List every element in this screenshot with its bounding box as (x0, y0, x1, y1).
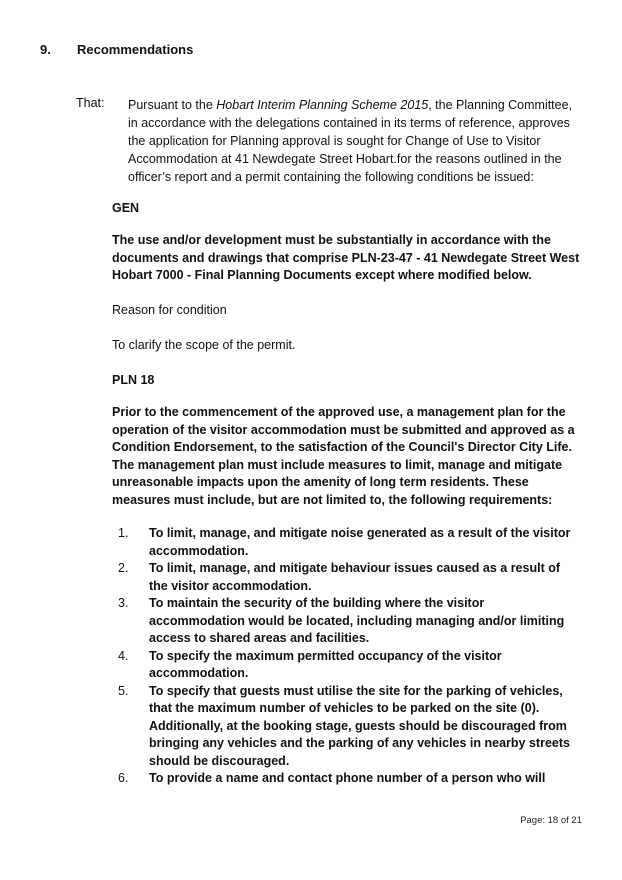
list-item-text: To specify the maximum permitted occupancy of the visitor accommodation. (149, 648, 502, 680)
list-item-text: To specify that guests must utilise the site for the parking of vehicles, that the maximum number of vehicles to be parked on the site (0). Additionally, at the booking stage, guests should be discouraged from bringing any vehicles and the parking of any vehicles in nearby streets should be discouraged. (149, 683, 570, 768)
list-item-text: To limit, manage, and mitigate noise generated as a result of the visitor accommodation. (149, 526, 571, 558)
section-number: 9. (40, 42, 51, 57)
section-title: Recommendations (77, 42, 194, 57)
gen-code: GEN (112, 201, 140, 215)
list-item-number: 2. (118, 561, 129, 575)
list-item (112, 525, 572, 560)
pln18-code: PLN 18 (112, 373, 155, 387)
list-item-number: 4. (118, 648, 129, 663)
gen-reason-text: To clarify the scope of the permit. (112, 338, 296, 352)
gen-condition: The use and/or development must be substantially in accordance with the documents and drawings that comprise PLN-23-47 - 41 Newdegate Street West Hobart 7000 - Final Planning Documents except where modified below. (112, 233, 580, 282)
gen-reason-label: Reason for condition (112, 303, 227, 317)
list-item-number: 1. (118, 526, 129, 540)
list-item-text: To maintain the security of the building where the visitor accommodation would be located, including managing and/or limiting access to shared areas and facilities. (149, 596, 565, 645)
scheme-name: Hobart Interim Planning Scheme 2015 (216, 98, 429, 112)
intro-paragraph (128, 96, 578, 186)
pln18-condition: Prior to the commencement of the approved use, a management plan for the operation of the visitor accommodation must be submitted and approved as a Condition Endorsement, to the satisfaction of the Council's Director City Life. The management plan must include measures to limit, manage and mitigate unreasonable impacts upon the amenity of long term residents. These measures must include, but are not limited to, the following requirements: (112, 405, 575, 507)
intro-text-before: Pursuant to the (128, 98, 217, 112)
list-item (112, 648, 572, 683)
list-item (112, 595, 572, 648)
that-label: That: (76, 96, 105, 110)
intro-text-after: , the Planning Committee, in accordance with the delegations contained in its terms of reference, approves the application for Planning approval is sought for Change of Use to Visitor Accommodation at 41 Newdegate Street Hobart.for the reasons outlined in the officer’s report and a permit containing the following conditions be issued: (128, 98, 573, 184)
list-item-number: 3. (118, 596, 129, 610)
list-item (112, 770, 572, 788)
page-number: Page: 18 of 21 (520, 815, 582, 826)
list-item (112, 683, 572, 771)
list-item (112, 560, 572, 595)
list-item-text: To limit, manage, and mitigate behaviour issues caused as a result of the visitor accommodation. (149, 561, 560, 593)
list-item-text: To provide a name and contact phone number of a person who will (149, 771, 546, 785)
list-item-number: 5. (118, 683, 129, 698)
requirements-list (112, 525, 572, 788)
list-item-number: 6. (118, 771, 129, 785)
